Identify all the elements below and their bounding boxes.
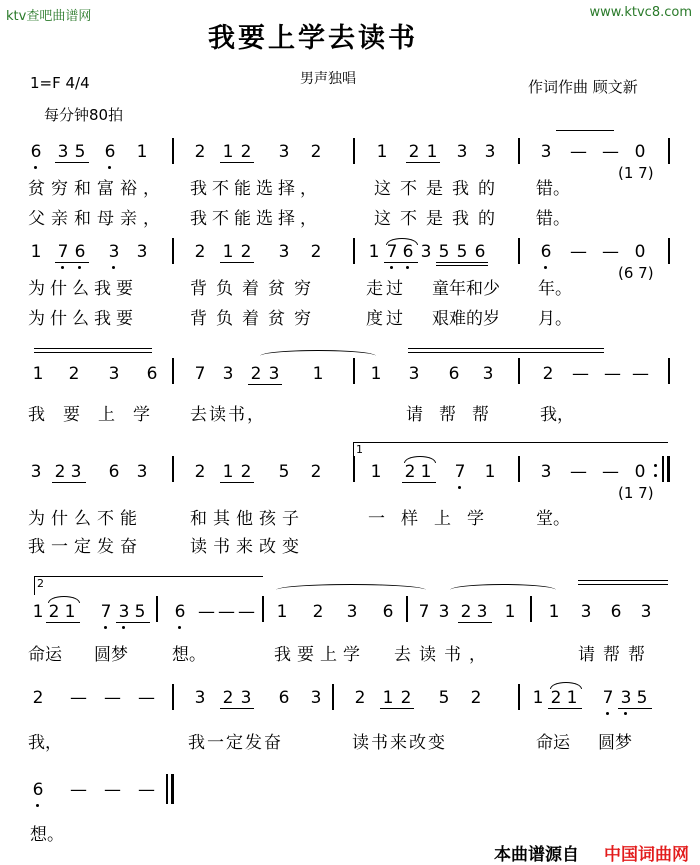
lyric: 命运 — [28, 645, 62, 665]
note: 7 — [418, 602, 430, 622]
note: 2 — [542, 364, 554, 384]
note: 3 — [540, 142, 552, 162]
lyric: 背负着贫穷 — [190, 279, 320, 299]
note: 2 — [408, 142, 420, 162]
note: 0 — [634, 462, 646, 482]
note: 1 — [222, 462, 234, 482]
lyric: 背负着贫穷 — [190, 309, 320, 329]
note: — — [602, 462, 619, 482]
note: 1 — [136, 142, 148, 162]
lyric: 为什么我要 — [28, 309, 138, 329]
score-row-2 — [22, 234, 678, 334]
note: 2 — [194, 142, 206, 162]
note: 3 — [108, 364, 120, 384]
note: 2 — [310, 462, 322, 482]
note: 1 — [222, 242, 234, 262]
note: 2 — [54, 462, 66, 482]
note: 6 — [32, 780, 44, 800]
note: — — [218, 602, 235, 622]
note: 3 — [194, 688, 206, 708]
note: 2 — [310, 142, 322, 162]
note: — — [570, 242, 587, 262]
note: 5 — [636, 688, 648, 708]
lyric: 为什么不能 — [28, 509, 143, 529]
note: — — [572, 364, 589, 384]
score-row-4 — [22, 442, 678, 562]
note: — — [198, 602, 215, 622]
lyric: 我一定发奋 — [188, 733, 283, 753]
note: 2 — [250, 364, 262, 384]
note: 3 — [482, 364, 494, 384]
lyric: 读书来改变 — [190, 537, 305, 557]
lyric: 为什么我要 — [28, 279, 138, 299]
note: 7 — [100, 602, 112, 622]
note: — — [570, 142, 587, 162]
note: 6 — [74, 242, 86, 262]
note: 6 — [474, 242, 486, 262]
note: — — [70, 688, 87, 708]
lyric: 我要上学 — [274, 645, 366, 665]
note: 6 — [382, 602, 394, 622]
note: 6 — [448, 364, 460, 384]
note: 3 — [222, 364, 234, 384]
note: 5 — [438, 688, 450, 708]
note: 6 — [278, 688, 290, 708]
lyric: 请帮帮 — [406, 405, 505, 425]
note: 1 — [30, 242, 42, 262]
note: — — [104, 780, 121, 800]
phrase-line — [556, 130, 614, 131]
lyric: 艰难的岁 — [432, 309, 500, 329]
note: — — [602, 242, 619, 262]
note: 1 — [382, 688, 394, 708]
lyric: 圆梦 — [94, 645, 128, 665]
aside-notes: (1 7) — [618, 484, 654, 502]
note: 7 — [194, 364, 206, 384]
note: 3 — [580, 602, 592, 622]
note: 1 — [566, 688, 578, 708]
note: 2 — [310, 242, 322, 262]
footer-source-label: 本曲谱源自 — [494, 845, 579, 865]
note: 5 — [438, 242, 450, 262]
note: 2 — [240, 462, 252, 482]
note: — — [570, 462, 587, 482]
note: 3 — [438, 602, 450, 622]
note: — — [138, 780, 155, 800]
footer-site-name[interactable]: 中国词曲网 — [604, 845, 689, 865]
note: — — [104, 688, 121, 708]
aside-notes: (6 7) — [618, 264, 654, 282]
note: 1 — [276, 602, 288, 622]
note: 5 — [456, 242, 468, 262]
note: 3 — [310, 688, 322, 708]
lyric: 贫穷和富裕， — [28, 179, 166, 199]
phrase-line — [34, 348, 152, 349]
note: 3 — [456, 142, 468, 162]
note: 6 — [146, 364, 158, 384]
note: 2 — [404, 462, 416, 482]
note: 2 — [470, 688, 482, 708]
note: 3 — [476, 602, 488, 622]
lyric: 我， — [540, 405, 574, 425]
note: 0 — [634, 242, 646, 262]
note: 6 — [402, 242, 414, 262]
note: 3 — [408, 364, 420, 384]
lyric: 错。 — [536, 179, 570, 199]
lyric: 堂。 — [536, 509, 570, 529]
note: 6 — [610, 602, 622, 622]
note: 2 — [460, 602, 472, 622]
note: 3 — [640, 602, 652, 622]
volta-bracket-1: 1 — [353, 442, 668, 461]
note: — — [238, 602, 255, 622]
note: 2 — [48, 602, 60, 622]
lyric: 错。 — [536, 209, 570, 229]
note: 2 — [68, 364, 80, 384]
note: 7 — [386, 242, 398, 262]
note: 3 — [420, 242, 432, 262]
volta-bracket-2: 2 — [34, 576, 263, 595]
lyric: 请帮帮 — [578, 645, 653, 665]
score-row-5 — [22, 576, 678, 672]
note: 2 — [240, 242, 252, 262]
note: — — [70, 780, 87, 800]
note: 3 — [278, 242, 290, 262]
note: 1 — [368, 242, 380, 262]
lyric: 度过 — [366, 309, 406, 329]
note: 3 — [70, 462, 82, 482]
lyric: 命运 — [536, 733, 570, 753]
note: 1 — [222, 142, 234, 162]
note: 2 — [400, 688, 412, 708]
note: 3 — [484, 142, 496, 162]
note: 1 — [420, 462, 432, 482]
aside-notes: (1 7) — [618, 164, 654, 182]
note: 2 — [312, 602, 324, 622]
credits: 作词作曲 顾文新 — [528, 78, 638, 96]
note: 1 — [312, 364, 324, 384]
lyric: 去读书， — [394, 645, 494, 665]
note: 7 — [454, 462, 466, 482]
note: 2 — [32, 688, 44, 708]
note: 3 — [620, 688, 632, 708]
lyric: 圆梦 — [598, 733, 632, 753]
lyric: 父亲和母亲， — [28, 209, 166, 229]
lyric: 童年和少 — [432, 279, 500, 299]
lyric: 这不是我的 — [374, 209, 504, 229]
note: 7 — [57, 242, 69, 262]
note: 1 — [484, 462, 496, 482]
note: 3 — [57, 142, 69, 162]
note: 1 — [32, 602, 44, 622]
key-time-signature: 1=F 4/4 — [30, 74, 90, 92]
note: 3 — [346, 602, 358, 622]
note: — — [604, 364, 621, 384]
note: 1 — [64, 602, 76, 622]
note: 3 — [540, 462, 552, 482]
note: 2 — [240, 142, 252, 162]
lyric: 月。 — [538, 309, 572, 329]
note: 3 — [136, 462, 148, 482]
note: 2 — [222, 688, 234, 708]
note: 2 — [354, 688, 366, 708]
note: 6 — [108, 462, 120, 482]
note: 3 — [240, 688, 252, 708]
note: 1 — [532, 688, 544, 708]
note: 2 — [550, 688, 562, 708]
lyric: 我不能选择， — [190, 209, 322, 229]
note: 0 — [634, 142, 646, 162]
note: 1 — [504, 602, 516, 622]
note: 3 — [136, 242, 148, 262]
note: 1 — [370, 462, 382, 482]
score-row-6 — [22, 680, 678, 770]
lyric: 去读书， — [190, 405, 266, 425]
watermark-right: www.ktvc8.com — [589, 5, 692, 20]
lyric: 这不是我的 — [374, 179, 504, 199]
note: — — [602, 142, 619, 162]
lyric: 一样上学 — [368, 509, 500, 529]
score-row-3 — [22, 344, 678, 434]
tempo: 每分钟80拍 — [44, 106, 124, 124]
note: 5 — [278, 462, 290, 482]
note: 6 — [104, 142, 116, 162]
lyric: 我一定发奋 — [28, 537, 143, 557]
note: 2 — [194, 462, 206, 482]
note: 5 — [74, 142, 86, 162]
watermark-left: ktv查吧曲谱网 — [6, 9, 92, 24]
performance-type: 男声独唱 — [300, 71, 356, 87]
note: 1 — [370, 364, 382, 384]
score-row-7 — [22, 772, 678, 845]
lyric: 想。 — [172, 645, 206, 665]
lyric: 读书来改变 — [352, 733, 447, 753]
note: 1 — [426, 142, 438, 162]
lyric: 我不能选择， — [190, 179, 322, 199]
note: 5 — [134, 602, 146, 622]
note: — — [632, 364, 649, 384]
note: 1 — [376, 142, 388, 162]
lyric: 走过 — [366, 279, 406, 299]
final-barline — [166, 774, 168, 804]
note: 3 — [30, 462, 42, 482]
lyric: 想。 — [30, 825, 64, 845]
note: 3 — [268, 364, 280, 384]
lyric: 我， — [28, 733, 62, 753]
note: 7 — [602, 688, 614, 708]
note: — — [138, 688, 155, 708]
note: 6 — [30, 142, 42, 162]
note: 6 — [174, 602, 186, 622]
lyric: 年。 — [538, 279, 572, 299]
note: 2 — [194, 242, 206, 262]
song-title: 我要上学去读书 — [208, 23, 418, 54]
note: 3 — [118, 602, 130, 622]
note: 1 — [32, 364, 44, 384]
note: 3 — [278, 142, 290, 162]
note: 1 — [548, 602, 560, 622]
note: 6 — [540, 242, 552, 262]
lyric: 和其他孩子 — [190, 509, 305, 529]
lyric: 我要上学 — [28, 405, 168, 425]
score-row-1 — [22, 134, 678, 234]
note: 3 — [108, 242, 120, 262]
